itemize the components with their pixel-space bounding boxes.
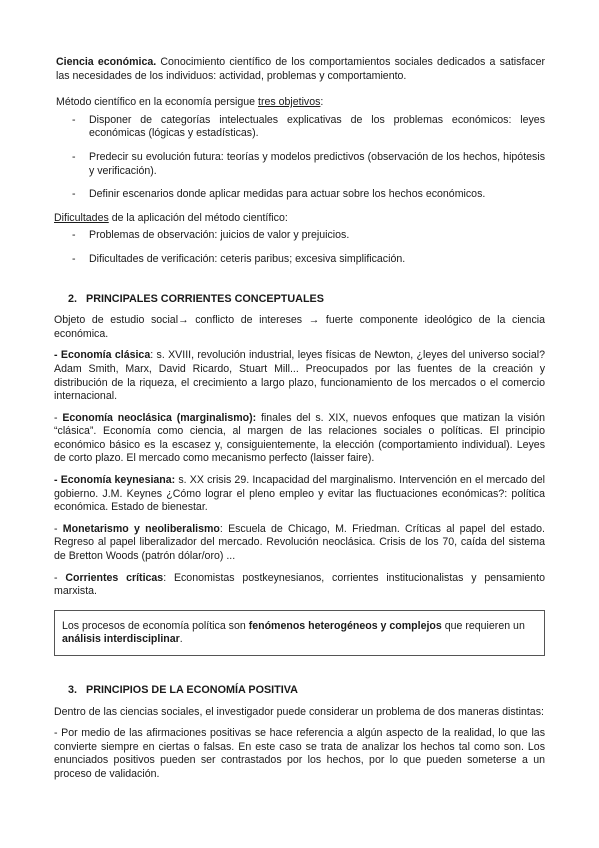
definition-term: Ciencia económica.	[56, 56, 157, 68]
current-paragraph	[54, 349, 545, 403]
current-text: : s. XVIII, revolución industrial, leyes físicas de Newton, ¿leyes del universo social? Adam Smith, Marx, David Ricardo, Stuart Mill... Preocupados por las fuentes de la creación y distribución de la riqueza, el crecimiento a largo plazo, funcionamiento de los mercados o el comercio internacional.	[54, 349, 545, 403]
current-text: finales del s. XIX, nuevos enfoques que matizan la visión “clásica”. Economía como ciencia, al margen de las relaciones sociales o políticas. El principio económico básico es la escasez y, consiguientemente, la elección (comportamiento individual). Leyes de corto plazo. El mercado como mecanismo perfecto (laisser faire).	[54, 411, 545, 465]
current-paragraph	[54, 474, 545, 515]
current-paragraph	[54, 523, 545, 564]
list-item-text: Predecir su evolución futura: teorías y modelos predictivos (observación de los hechos, hipótesis y verificación).	[89, 150, 545, 177]
current-name: Economía keynesiana:	[60, 474, 176, 487]
section-lead: Dentro de las ciencias sociales, el investigador puede considerar un problema de dos maneras distintas:	[54, 705, 544, 718]
dash-prefix: -	[54, 522, 63, 535]
current-name: Economía neoclásica (marginalismo):	[62, 411, 257, 424]
list-item	[54, 114, 545, 141]
dash-bullet: -	[72, 150, 76, 163]
list-item-text: Definir escenarios donde aplicar medidas para actuar sobre los hechos económicos.	[89, 188, 486, 201]
box-text: .	[179, 633, 183, 646]
dash-bullet: -	[72, 229, 76, 242]
current-text: : Economistas postkeynesianos, corrientes institucionalistas y pensamiento marxista.	[54, 571, 545, 598]
list-item	[54, 151, 545, 178]
dash-bullet: -	[72, 113, 76, 126]
list-item	[54, 229, 545, 243]
positive-statements-paragraph: - Por medio de las afirmaciones positivas se hace referencia a algún aspecto de la realidad, lo que las convierte siempre en ciertas o falsas. En este caso se trata de analizar los hechos tal como son. Los enunciados positivos pueden ser contrastados por los hechos, por lo que pueden someterse a un proceso de validación.	[54, 727, 545, 780]
current-paragraph	[54, 412, 545, 466]
method-paragraph	[56, 96, 545, 110]
method-underlined: tres objetivos	[258, 96, 321, 109]
current-name: Economía clásica	[60, 349, 151, 362]
difficulties-paragraph	[54, 212, 545, 226]
definition-text: Conocimiento científico de los comportamientos sociales dedicados a satisfacer las necesidades de los individuos: actividad, problemas y comportamiento.	[56, 56, 545, 82]
definition-paragraph	[56, 56, 545, 83]
section-title: PRINCIPALES CORRIENTES CONCEPTUALES	[86, 292, 324, 305]
highlight-box	[54, 610, 545, 656]
difficulties-text: de la aplicación del método científico:	[108, 211, 288, 224]
section-title: PRINCIPIOS DE LA ECONOMÍA POSITIVA	[86, 684, 298, 696]
current-text: s. XX crisis 29. Incapacidad del marginalismo. Intervención en el mercado del gobierno. J.M. Keynes ¿Cómo lograr el pleno empleo y evitar las fluctuaciones económicas?: política económica. Estado de bienestar.	[54, 474, 545, 514]
current-name: Monetarismo y neoliberalismo	[62, 522, 220, 535]
section-lead: Objeto de estudio social→ conflicto de intereses → fuerte componente ideológico de la ciencia económica.	[54, 314, 545, 340]
box-bold-phrase: fenómenos heterogéneos y complejos	[248, 619, 442, 632]
method-colon: :	[320, 96, 324, 109]
dash-prefix: -	[54, 349, 61, 362]
list-item	[54, 253, 545, 267]
list-item	[54, 188, 545, 202]
box-text: Los procesos de economía política son	[62, 619, 249, 632]
list-item-text: Disponer de categorías intelectuales explicativas de los problemas económicos: leyes económicas (lógicas y estadísticas).	[89, 113, 545, 140]
dash-prefix: -	[54, 474, 61, 487]
section-number: 3.	[68, 684, 78, 696]
difficulties-underlined: Dificultades	[54, 211, 109, 224]
box-text: que requieren un	[441, 619, 525, 632]
current-paragraph	[54, 572, 545, 599]
method-text: Método científico en la economía persigue	[56, 96, 258, 109]
current-name: Corrientes críticas	[65, 571, 164, 584]
dash-bullet: -	[72, 188, 76, 201]
list-item-text: Dificultades de verificación: ceteris paribus; excesiva simplificación.	[89, 252, 406, 265]
dash-bullet: -	[72, 252, 76, 265]
dash-prefix: -	[54, 571, 66, 584]
dash-prefix: -	[54, 411, 63, 424]
section-heading	[54, 684, 545, 698]
section-heading	[54, 293, 545, 307]
current-text: : Escuela de Chicago, M. Friedman. Críticas al papel del estado. Regreso al papel liberalizador del mercado. Revolución neoclásica. Crisis de los 70, caída del sistema de Bretton Woods (patrón dólar/oro) ...	[54, 522, 545, 563]
list-item-text: Problemas de observación: juicios de valor y prejuicios.	[89, 229, 350, 242]
objectives-list	[54, 114, 545, 202]
difficulties-list	[54, 229, 545, 266]
box-bold-phrase: análisis interdisciplinar	[62, 633, 180, 646]
section-number: 2.	[68, 292, 78, 305]
